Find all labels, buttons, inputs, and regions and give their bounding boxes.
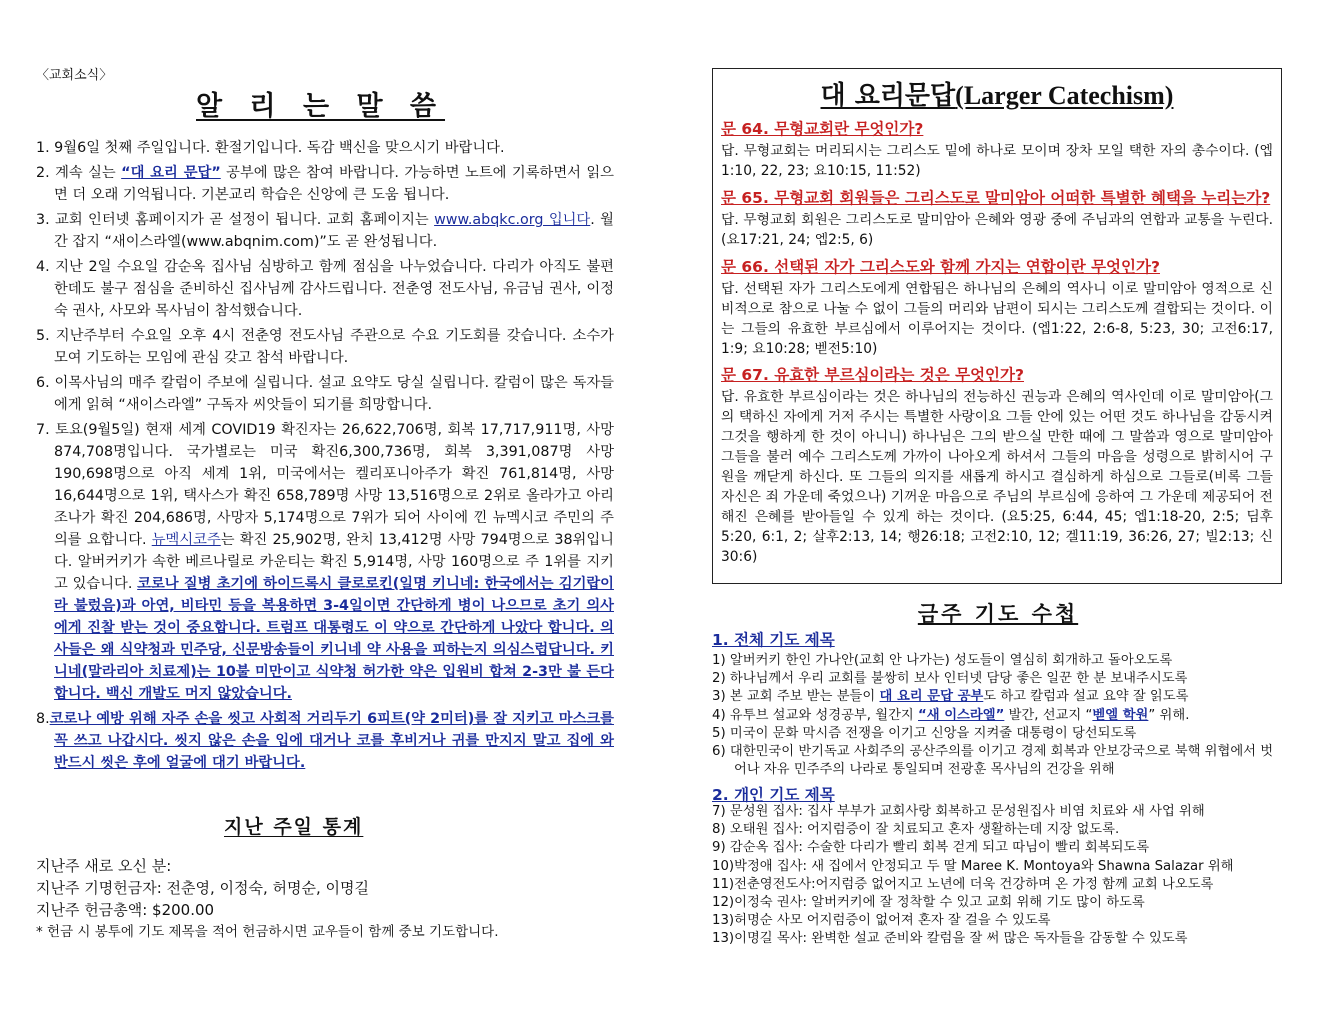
- answer: 답. 무형교회는 머리되시는 그리스도 밑에 하나로 모이며 장차 모일 택한 자의 총수이다. (엡1:10, 22, 23; 요10:15, 11:52): [721, 143, 1273, 179]
- list-item: 5. 지난주부터 수요일 오후 4시 전춘영 전도사님 주관으로 수요 기도회를 갖습니다. 소수가 모여 기도하는 모임에 관심 갖고 참석 바랍니다.: [36, 328, 614, 366]
- list-item: 1. 9월6일 첫째 주일입니다. 환절기입니다. 독감 백신을 맞으시기 바랍니다.: [36, 140, 505, 156]
- list-item: 10)박정애 집사: 새 집에서 안정되고 두 딸 Maree K. Montoya와 Shawna Salazar 위해: [712, 858, 1234, 874]
- question: 문 64. 무형교회란 무엇인가?: [721, 120, 924, 138]
- highlight-text: “대 요리 문답”: [121, 165, 221, 181]
- prayer-section-general: 1. 전체 기도 제목: [712, 631, 835, 649]
- list-item: 11)전춘영전도사:어지럼증 없어지고 노년에 더욱 건강하며 온 가정 함께 교회 나오도록: [712, 876, 1214, 892]
- stats-block: [36, 855, 614, 943]
- highlight-text: 코로나 질병 초기에 하이드록시 클로로킨(일명 키니네: 한국에서는 김기랍이라 불렀음)과 아연, 비타민 등을 복용하면 3-4일이면 간단하게 병이 나으므로 초기 의사에게 진찰 받는 것이 중요합니다. 트럼프 대통령도 이 약으로 간단하게 나았다 합니다. 의사들은 왜 식약청과 민주당, 신문방송들이 키니네 약 사용을 피하는지 의심스럽답니다. 키니네(말라리아 치료제)는 10불 미만이고 식약청 허가한 약은 입원비 합쳐 2-3만 불 든다 합니다. 백신 개발도 머지 않았습니다.: [54, 576, 614, 702]
- list-item: 12)이정숙 권사: 알버커키에 잘 정착할 수 있고 교회 위해 기도 많이 하도록: [712, 895, 1145, 911]
- homepage-link[interactable]: www.abqkc.org 입니다: [434, 212, 591, 228]
- question: 문 67. 유효한 부르심이라는 것은 무엇인가?: [721, 366, 1024, 384]
- list-item: 3. 교회 인터넷 홈페이지가 곧 설정이 됩니다. 교회 홈페이지는 www.abqkc.org 입니다. 월간 잡지 “새이스라엘(www.abqnim.com)”도 곧 완성됩니다.: [36, 212, 614, 250]
- catechism-box: [712, 68, 1282, 584]
- offering-note: * 헌금 시 봉투에 기도 제목을 적어 헌금하시면 교우들이 함께 중보 기도합니다.: [36, 924, 499, 940]
- highlight-text: 코로나 예방 위해 자주 손을 씻고 사회적 거리두기 6피트(약 2미터)를 잘 지키고 마스크를 꼭 쓰고 나갑시다. 씻지 않은 손을 입에 대거나 코를 후비거나 귀를 만지지 말고 집에 와 반드시 씻은 후에 얼굴에 대기 바랍니다.: [49, 711, 614, 771]
- list-item: 7. 토요(9월5일) 현재 세계 COVID19 확진자는 26,622,706명, 회복 17,717,911명, 사망 874,708명입니다. 국가별로는 미국 확진6,300,736명, 회복 3,391,087명 사망 190,698명으로 아직 세계 1위, 미국에서는 켈리포니아주가 확진 761,814명, 사망 16,644명으로 1위, 택사스가 확진 658,789명 사망 13,516명으로 2위로 올라가고 아리조나가 확진 204,686명, 사망자 5,174명으로 7위가 되어 사이에 낀 뉴멕시코 주민의 주의를 요합니다. 뉴멕시코주는 확진 25,902명, 완치 13,412명 사망 794명으로 38위입니다. 알버커키가 속한 베르나릴로 카운티는 확진 5,914명, 사망 160명으로 주 1위를 지키고 있습니다. 코로나 질병 초기에 하이드록시 클로로킨(일명 키니네: 한국에서는 김기랍이라 불렀음)과 아연, 비타민 등을 복용하면 3-4일이면 간단하게 병이 나으므로 초기 의사에게 진찰 받는 것이 중요합니다. 트럼프 대통령도 이 약으로 간단하게 나았다 합니다. 의사들은 왜 식약청과 민주당, 신문방송들이 키니네 약 사용을 피하는지 의심스럽답니다. 키니네(말라리아 치료제)는 10불 미만이고 식약청 허가한 약은 입원비 합쳐 2-3만 불 든다 합니다. 백신 개발도 머지 않았습니다.: [36, 422, 614, 702]
- highlight-text: “새 이스라엘”: [918, 707, 1005, 723]
- list-item: 1) 알버커키 한인 가나안(교회 안 나가는) 성도들이 열심히 회개하고 돌아오도록: [712, 653, 1173, 668]
- answer: 답. 무형교회 회원은 그리스도로 말미암아 은혜와 영광 중에 주님과의 연합과 교통을 누린다. (요17:21, 24; 엡2:5, 6): [721, 212, 1273, 248]
- catechism-title-ko: 대 요리문답: [820, 81, 956, 111]
- named-offering: 지난주 기명헌금자: 전춘영, 이정숙, 허명순, 이명길: [36, 879, 370, 897]
- list-item: 2) 하나님께서 우리 교회를 불쌍히 보사 인터넷 담당 좋은 일꾼 한 분 보내주시도록: [712, 671, 1188, 687]
- list-item: 4) 유투브 설교와 성경공부, 월간지 “새 이스라엘” 발간, 선교지 “벧엘 학원” 위해.: [712, 707, 1190, 723]
- highlight-text: 벧엘 학원: [1092, 707, 1149, 723]
- stats-title: 지난 주일 통계: [224, 816, 364, 838]
- list-item: 9) 감순옥 집사: 수술한 다리가 빨리 회복 걷게 되고 따님이 빨리 회복되도록: [712, 840, 1150, 856]
- page-title: 알 리 는 말 씀: [196, 91, 446, 122]
- list-item: 5) 미국이 문화 막시즘 전쟁을 이기고 신앙을 지켜줄 대통령이 당선되도록: [712, 725, 1137, 741]
- new-visitors: 지난주 새로 오신 분:: [36, 857, 172, 875]
- catechism-title-en: (Larger Catechism): [955, 81, 1174, 110]
- total-offering: 지난주 헌금총액: $200.00: [36, 901, 215, 919]
- newmexico-link: 뉴멕시코주: [151, 532, 221, 548]
- announcement-list: [36, 137, 614, 777]
- list-item: 6. 이목사님의 매주 칼럼이 주보에 실립니다. 설교 요약도 당실 실립니다. 칼럼이 많은 독자들에게 읽혀 “새이스라엘” 구독자 씨앗들이 되기를 희망합니다.: [36, 375, 614, 413]
- list-item: 7) 문성원 집사: 집사 부부가 교회사랑 회복하고 문성원집사 비염 치료와 새 사업 위해: [712, 804, 1205, 819]
- list-item: 8.코로나 예방 위해 자주 손을 씻고 사회적 거리두기 6피트(약 2미터)를 잘 지키고 마스크를 꼭 쓰고 나갑시다. 씻지 않은 손을 입에 대거나 코를 후비거나 귀를 만지지 말고 집에 와 반드시 씻은 후에 얼굴에 대기 바랍니다.: [36, 711, 614, 771]
- list-item: 2. 계속 실는 “대 요리 문답” 공부에 많은 참여 바랍니다. 가능하면 노트에 기록하면서 읽으면 더 오래 기억됩니다. 기본교리 학습은 신앙에 큰 도움 됩니다.: [36, 165, 614, 203]
- question: 문 66. 선택된 자가 그리스도와 함께 가지는 연합이란 무엇인가?: [721, 258, 1160, 276]
- personal-prayer-list: [712, 803, 1284, 949]
- section-label: 〈교회소식〉: [36, 68, 113, 83]
- prayer-section-personal: 2. 개인 기도 제목: [712, 786, 835, 804]
- qa-65: [721, 186, 1273, 250]
- qa-67: [721, 363, 1273, 567]
- list-item: 13)허명순 사모 어지럼증이 없어져 혼자 잘 걸을 수 있도록: [712, 913, 1051, 929]
- highlight-text: 대 요리 문답 공부: [879, 689, 984, 705]
- list-item: 3) 본 교회 주보 받는 분들이 대 요리 문답 공부도 하고 칼럼과 설교 요약 잘 읽도록: [712, 689, 1189, 705]
- list-item: 13)이명길 목사: 완벽한 설교 준비와 칼럼을 잘 써 많은 독자들을 감동할 수 있도록: [712, 931, 1188, 947]
- catechism-title: [713, 75, 1281, 112]
- list-item: 8) 오태원 집사: 어지럼증이 잘 치료되고 혼자 생활하는데 지장 없도록.: [712, 822, 1120, 838]
- list-item: 6) 대한민국이 반기독교 사회주의 공산주의를 이기고 경제 회복과 안보강국으로 북핵 위협에서 벗어나 자유 민주주의 나라로 통일되며 전광훈 목사님의 건강을 위해: [712, 744, 1274, 778]
- qa-66: [721, 255, 1273, 359]
- answer: 답. 선택된 자가 그리스도에게 연합됨은 하나님의 은혜의 역사니 이로 말미암아 영적으로 신비적으로 참으로 나눌 수 없이 그들의 머리와 남편이 되시는 그리스도께 결합되는 것이다. 이는 그들의 유효한 부르심에서 이루어지는 것이다. (엡1:22, 2:6-8, 5:23, 30; 고전6:17, 1:9; 요10:28; 벧전5:10): [721, 281, 1273, 357]
- answer: 답. 유효한 부르심이라는 것은 하나님의 전능하신 권능과 은혜의 역사인데 이로 말미암아(그의 택하신 자에게 거저 주시는 특별한 사랑이요 그들 안에 있는 어떤 것도 하나님을 감동시켜 그것을 행하게 한 것이 아니니) 하나님은 그의 받으실 만한 때에 그 말씀과 영으로 말미암아 그들을 불러 예수 그리스도께 가까이 나아오게 하셔서 그들의 마음을 성령으로 밝히시어 구원을 깨닫게 하신다. 또 그들의 의지를 새롭게 하시고 결심하게 하심으로 그들로(비록 그들 자신은 죄 가운데 죽었으나) 기꺼운 마음으로 주님의 부르심에 응하여 그 가운데 제공되어 전해진 은혜를 받아들일 수 있게 하는 것이다. (요5:25, 6:44, 45; 엡1:18-20, 2:5; 딤후5:20, 6:1, 2; 살후2:13, 14; 행26:18; 고전2:10, 12; 겔11:19, 36:26, 27; 빌2:13; 신30:6): [721, 389, 1273, 565]
- prayer-title: 금주 기도 수첩: [917, 602, 1079, 626]
- general-prayer-list: [712, 652, 1284, 779]
- question: 문 65. 무형교회 회원들은 그리스도로 말미암아 어떠한 특별한 혜택을 누리는가?: [721, 189, 1271, 207]
- qa-64: [721, 117, 1273, 181]
- list-item: 4. 지난 2일 수요일 감순옥 집사님 심방하고 함께 점심을 나누었습니다. 다리가 아직도 불편한데도 불구 점심을 준비하신 집사님께 감사드립니다. 전춘영 전도사님, 유금님 권사, 이정숙 권사, 사모와 목사님이 참석했습니다.: [36, 259, 614, 319]
